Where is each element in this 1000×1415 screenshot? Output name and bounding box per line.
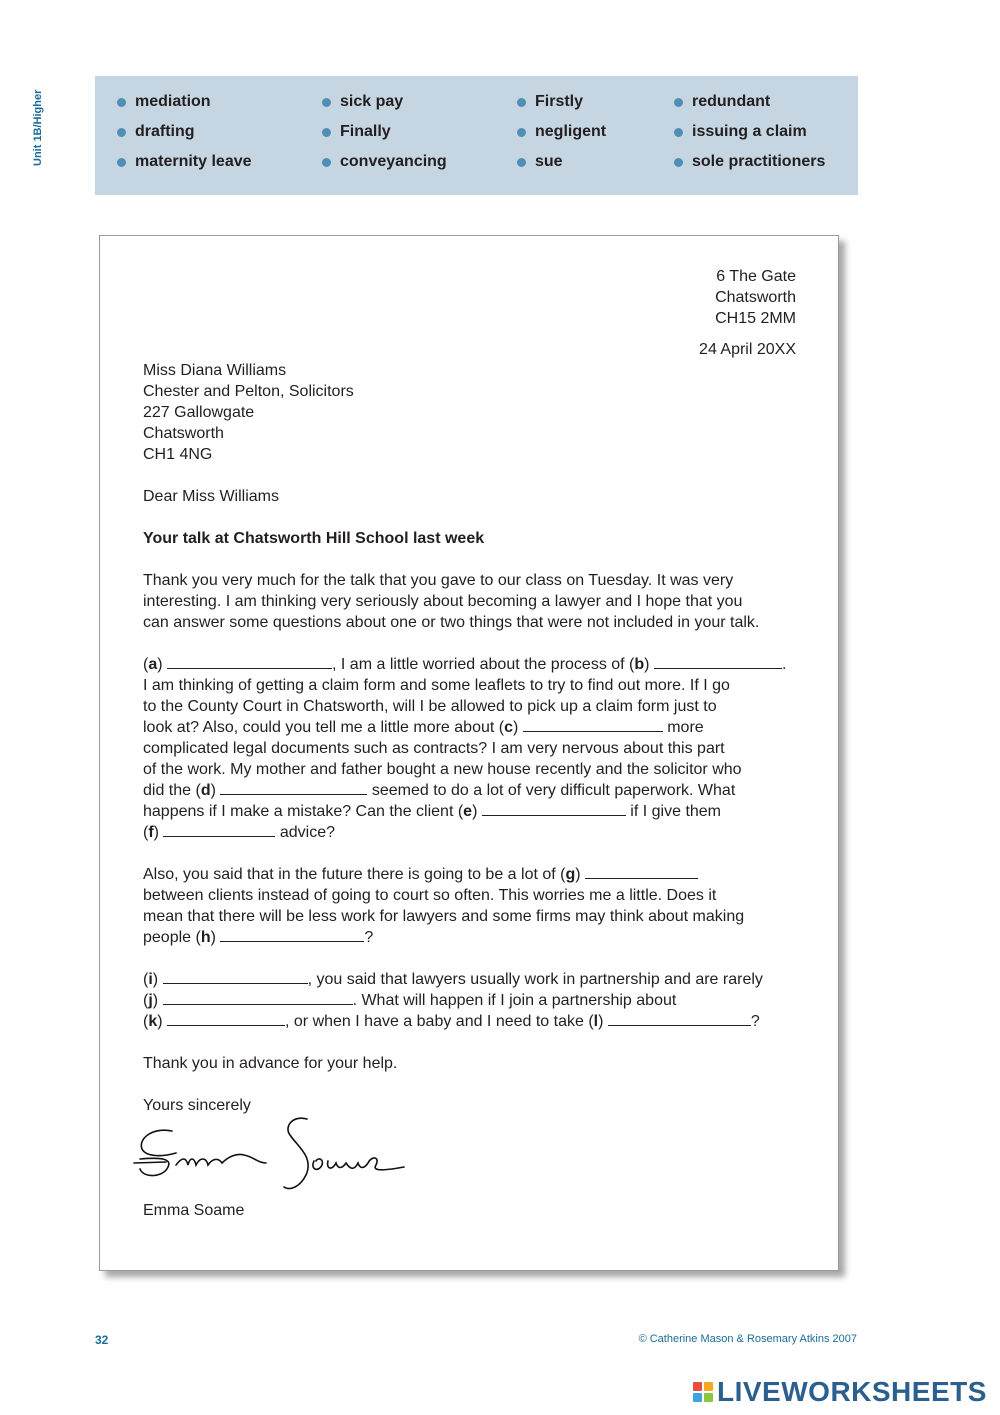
gap-marker: a — [148, 656, 158, 673]
word-box — [95, 76, 858, 195]
word-label: sick pay — [340, 93, 404, 110]
copyright-notice: © Catherine Mason & Rosemary Atkins 2007 — [638, 1333, 857, 1345]
paragraph-line: complicated legal documents such as contracts? I am very nervous about this part — [143, 740, 725, 757]
logo-square — [704, 1393, 713, 1402]
paragraph-line: people (h) ? — [143, 929, 374, 946]
bullet-icon — [322, 158, 331, 167]
paragraph-line: (a) , I am a little worried about the process of (b) . — [143, 656, 787, 673]
recipient-address — [143, 360, 803, 465]
word-item — [117, 94, 252, 124]
word-label: sole practitioners — [692, 153, 826, 170]
paragraph-line: (k) , or when I have a baby and I need to take (l) ? — [143, 1013, 760, 1030]
word-label: sue — [535, 153, 563, 170]
word-label: maternity leave — [135, 153, 252, 170]
word-item — [117, 154, 252, 184]
gap-g-blank[interactable] — [585, 864, 698, 879]
sender-address-line: 6 The Gate — [716, 268, 796, 285]
paragraph-questions — [143, 654, 803, 843]
word-label: redundant — [692, 93, 771, 110]
word-item — [517, 154, 606, 184]
bullet-icon — [322, 128, 331, 137]
paragraph-intro — [143, 570, 803, 633]
word-label: conveyancing — [340, 153, 447, 170]
recipient-address-line: CH1 4NG — [143, 446, 213, 463]
recipient-address-line: 227 Gallowgate — [143, 404, 255, 421]
bullet-icon — [674, 158, 683, 167]
paragraph-mediation — [143, 864, 803, 948]
word-column — [322, 94, 447, 184]
letter-date: 24 April 20XX — [699, 341, 796, 358]
paragraph-line: did the (d) seemed to do a lot of very difficult paperwork. What — [143, 782, 736, 799]
gap-marker: j — [148, 992, 153, 1009]
gap-marker: c — [504, 719, 513, 736]
subject-line: Your talk at Chatsworth Hill School last week — [143, 530, 485, 547]
gap-k-blank[interactable] — [167, 1011, 285, 1026]
paragraph-line: happens if I make a mistake? Can the client (e) if I give them — [143, 803, 722, 820]
logo-square — [693, 1393, 702, 1402]
bullet-icon — [322, 98, 331, 107]
word-label: mediation — [135, 93, 211, 110]
word-label: Firstly — [535, 93, 584, 110]
page-number: 32 — [95, 1333, 109, 1347]
sign-off: Yours sincerely — [143, 1097, 251, 1114]
word-item — [117, 124, 252, 154]
recipient-address-line: Miss Diana Williams — [143, 362, 287, 379]
gap-l-blank[interactable] — [608, 1011, 751, 1026]
recipient-address-line: Chester and Pelton, Solicitors — [143, 383, 354, 400]
sender-address-line: Chatsworth — [715, 289, 796, 306]
gap-a-blank[interactable] — [167, 654, 332, 669]
gap-j-blank[interactable] — [163, 990, 353, 1005]
paragraph-line: to the County Court in Chatsworth, will I be allowed to pick up a claim form just to — [143, 698, 717, 715]
paragraph-line: look at? Also, could you tell me a little more about (c) more — [143, 719, 704, 736]
paragraph-line: Thank you very much for the talk that you gave to our class on Tuesday. It was very — [143, 572, 734, 589]
word-column — [674, 94, 825, 184]
bullet-icon — [117, 98, 126, 107]
word-item — [517, 124, 606, 154]
paragraph-line: between clients instead of going to court so often. This worries me a little. Does it — [143, 887, 717, 904]
gap-marker: e — [463, 803, 473, 820]
word-item — [674, 124, 825, 154]
sender-address — [715, 266, 796, 329]
closing-thanks: Thank you in advance for your help. — [143, 1055, 398, 1072]
gap-marker: g — [565, 866, 576, 883]
gap-f-blank[interactable] — [163, 822, 275, 837]
paragraph-line: mean that there will be less work for lawyers and some firms may think about making — [143, 908, 745, 925]
unit-label: Unit 1B/Higher — [32, 89, 44, 166]
gap-i-blank[interactable] — [163, 969, 308, 984]
liveworksheets-logo-text: LIVEWORKSHEETS — [717, 1376, 987, 1407]
signature-name: Emma Soame — [143, 1202, 245, 1219]
gap-marker: l — [593, 1013, 599, 1030]
bullet-icon — [517, 98, 526, 107]
word-item — [674, 94, 825, 124]
gap-marker: h — [200, 929, 211, 946]
liveworksheets-logo-icon — [693, 1382, 713, 1402]
bullet-icon — [117, 158, 126, 167]
gap-marker: f — [148, 824, 154, 841]
handwritten-signature — [132, 1113, 407, 1198]
bullet-icon — [517, 158, 526, 167]
gap-c-blank[interactable] — [523, 717, 663, 732]
paragraph-line: (i) , you said that lawyers usually work in partnership and are rarely — [143, 971, 763, 988]
bullet-icon — [117, 128, 126, 137]
word-column — [517, 94, 606, 184]
gap-marker: k — [148, 1013, 158, 1030]
bullet-icon — [674, 98, 683, 107]
word-item — [322, 124, 447, 154]
paragraph-line: (j) . What will happen if I join a partnership about — [143, 992, 677, 1009]
liveworksheets-logo — [693, 1376, 987, 1408]
paragraph-line: I am thinking of getting a claim form and some leaflets to try to find out more. If I go — [143, 677, 730, 694]
word-label: issuing a claim — [692, 123, 807, 140]
gap-h-blank[interactable] — [220, 927, 364, 942]
bullet-icon — [674, 128, 683, 137]
sender-address-line: CH15 2MM — [715, 310, 796, 327]
paragraph-line: (f) advice? — [143, 824, 336, 841]
word-label: Finally — [340, 123, 391, 140]
word-item — [517, 94, 606, 124]
word-item — [322, 154, 447, 184]
bullet-icon — [517, 128, 526, 137]
paragraph-partnership — [143, 969, 803, 1032]
paragraph-line: interesting. I am thinking very seriously about becoming a lawyer and I hope that you — [143, 593, 743, 610]
gap-marker: d — [200, 782, 211, 799]
gap-b-blank[interactable] — [654, 654, 782, 669]
recipient-address-line: Chatsworth — [143, 425, 224, 442]
paragraph-line: of the work. My mother and father bought a new house recently and the solicitor who — [143, 761, 742, 778]
word-column — [117, 94, 252, 184]
word-label: drafting — [135, 123, 195, 140]
word-item — [674, 154, 825, 184]
word-label: negligent — [535, 123, 607, 140]
logo-square — [704, 1382, 713, 1391]
gap-d-blank[interactable] — [220, 780, 367, 795]
gap-marker: i — [148, 971, 153, 988]
gap-e-blank[interactable] — [482, 801, 626, 816]
salutation: Dear Miss Williams — [143, 488, 279, 505]
word-item — [322, 94, 447, 124]
gap-marker: b — [634, 656, 645, 673]
logo-square — [693, 1382, 702, 1391]
paragraph-line: Also, you said that in the future there is going to be a lot of (g) — [143, 864, 803, 885]
paragraph-line: can answer some questions about one or two things that were not included in your talk. — [143, 614, 760, 631]
